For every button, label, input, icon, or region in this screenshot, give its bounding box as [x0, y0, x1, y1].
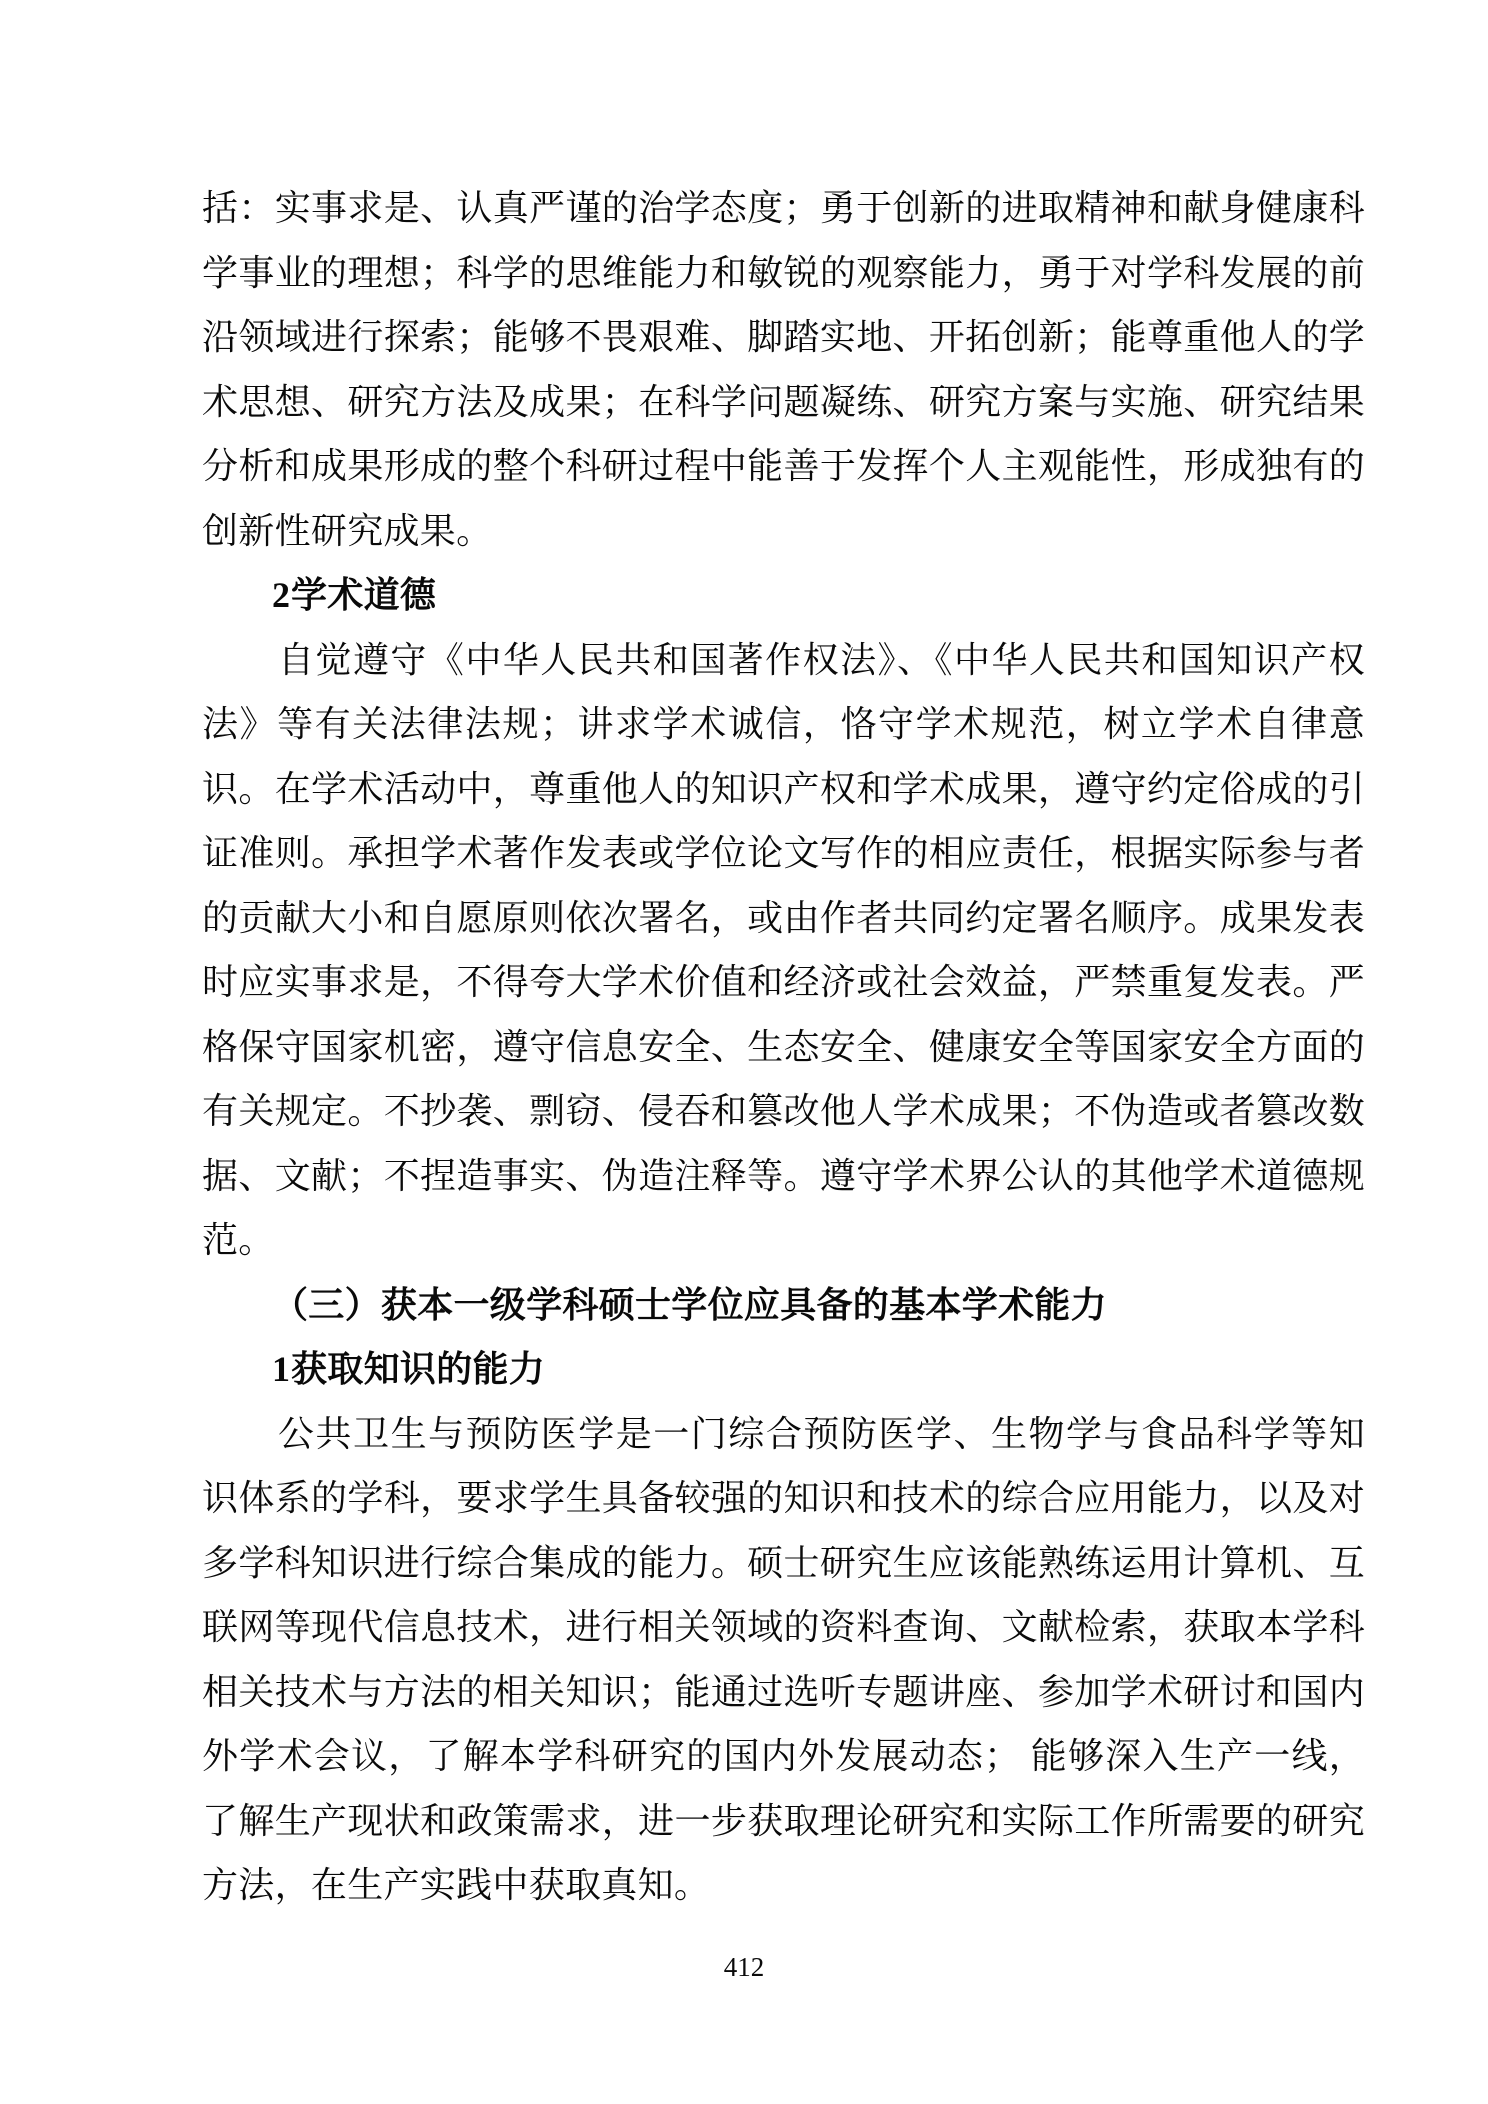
- heading-number: 1: [272, 1349, 291, 1389]
- heading-section-three-academic-ability: （三）获本一级学科硕士学位应具备的基本学术能力: [272, 1284, 1107, 1325]
- heading-title: 获取知识的能力: [291, 1349, 546, 1389]
- heading-title: 学术道德: [291, 575, 437, 615]
- heading-number: 2: [272, 575, 291, 615]
- paragraph-academic-ethics-body: 自觉遵守《中华人民共和国著作权法》、《中华人民共和国知识产权法》等有关法律法规；讲求学术诚信，恪守学术规范，树立学术自律意识。在学术活动中，尊重他人的知识产权和学术成果，遵守约定俗成的引证准则。承担学术著作发表或学位论文写作的相应责任，根据实际参与者的贡献大小和自愿原则依次署名，或由作者共同约定署名顺序。成果发表时应实事求是，不得夸大学术价值和经济或社会效益，严禁重复发表。严格保守国家机密，遵守信息安全、生态安全、健康安全等国家安全方面的有关规定。不抄袭、剽窃、侵吞和篡改他人学术成果；不伪造或者篡改数据、文献；不捏造事实、伪造注释等。遵守学术界公认的其他学术道德规范。: [202, 639, 1365, 1260]
- heading-knowledge-acquisition-ability: [202, 1337, 1365, 1402]
- page-body-text: [202, 176, 1365, 1918]
- paragraph-knowledge-acquisition-body: 公共卫生与预防医学是一门综合预防医学、生物学与食品科学等知识体系的学科，要求学生具备较强的知识和技术的综合应用能力，以及对多学科知识进行综合集成的能力。硕士研究生应该能熟练运用计算机、互联网等现代信息技术，进行相关领域的资料查询、文献检索，获取本学科相关技术与方法的相关知识；能通过选听专题讲座、参加学术研讨和国内外学术会议，了解本学科研究的国内外发展动态； 能够深入生产一线， 了解生产现状和政策需求，进一步获取理论研究和实际工作所需要的研究方法，在生产实践中获取真知。: [202, 1413, 1365, 1905]
- paragraph-scholarly-attitude: 括：实事求是、认真严谨的治学态度；勇于创新的进取精神和献身健康科学事业的理想；科学的思维能力和敏锐的观察能力，勇于对学科发展的前沿领域进行探索；能够不畏艰难、脚踏实地、开拓创新；能尊重他人的学术思想、研究方法及成果；在科学问题凝练、研究方案与实施、研究结果分析和成果形成的整个科研过程中能善于发挥个人主观能性，形成独有的创新性研究成果。: [202, 188, 1365, 551]
- page-number: 412: [723, 1952, 765, 1982]
- heading-academic-ethics: [202, 563, 1365, 628]
